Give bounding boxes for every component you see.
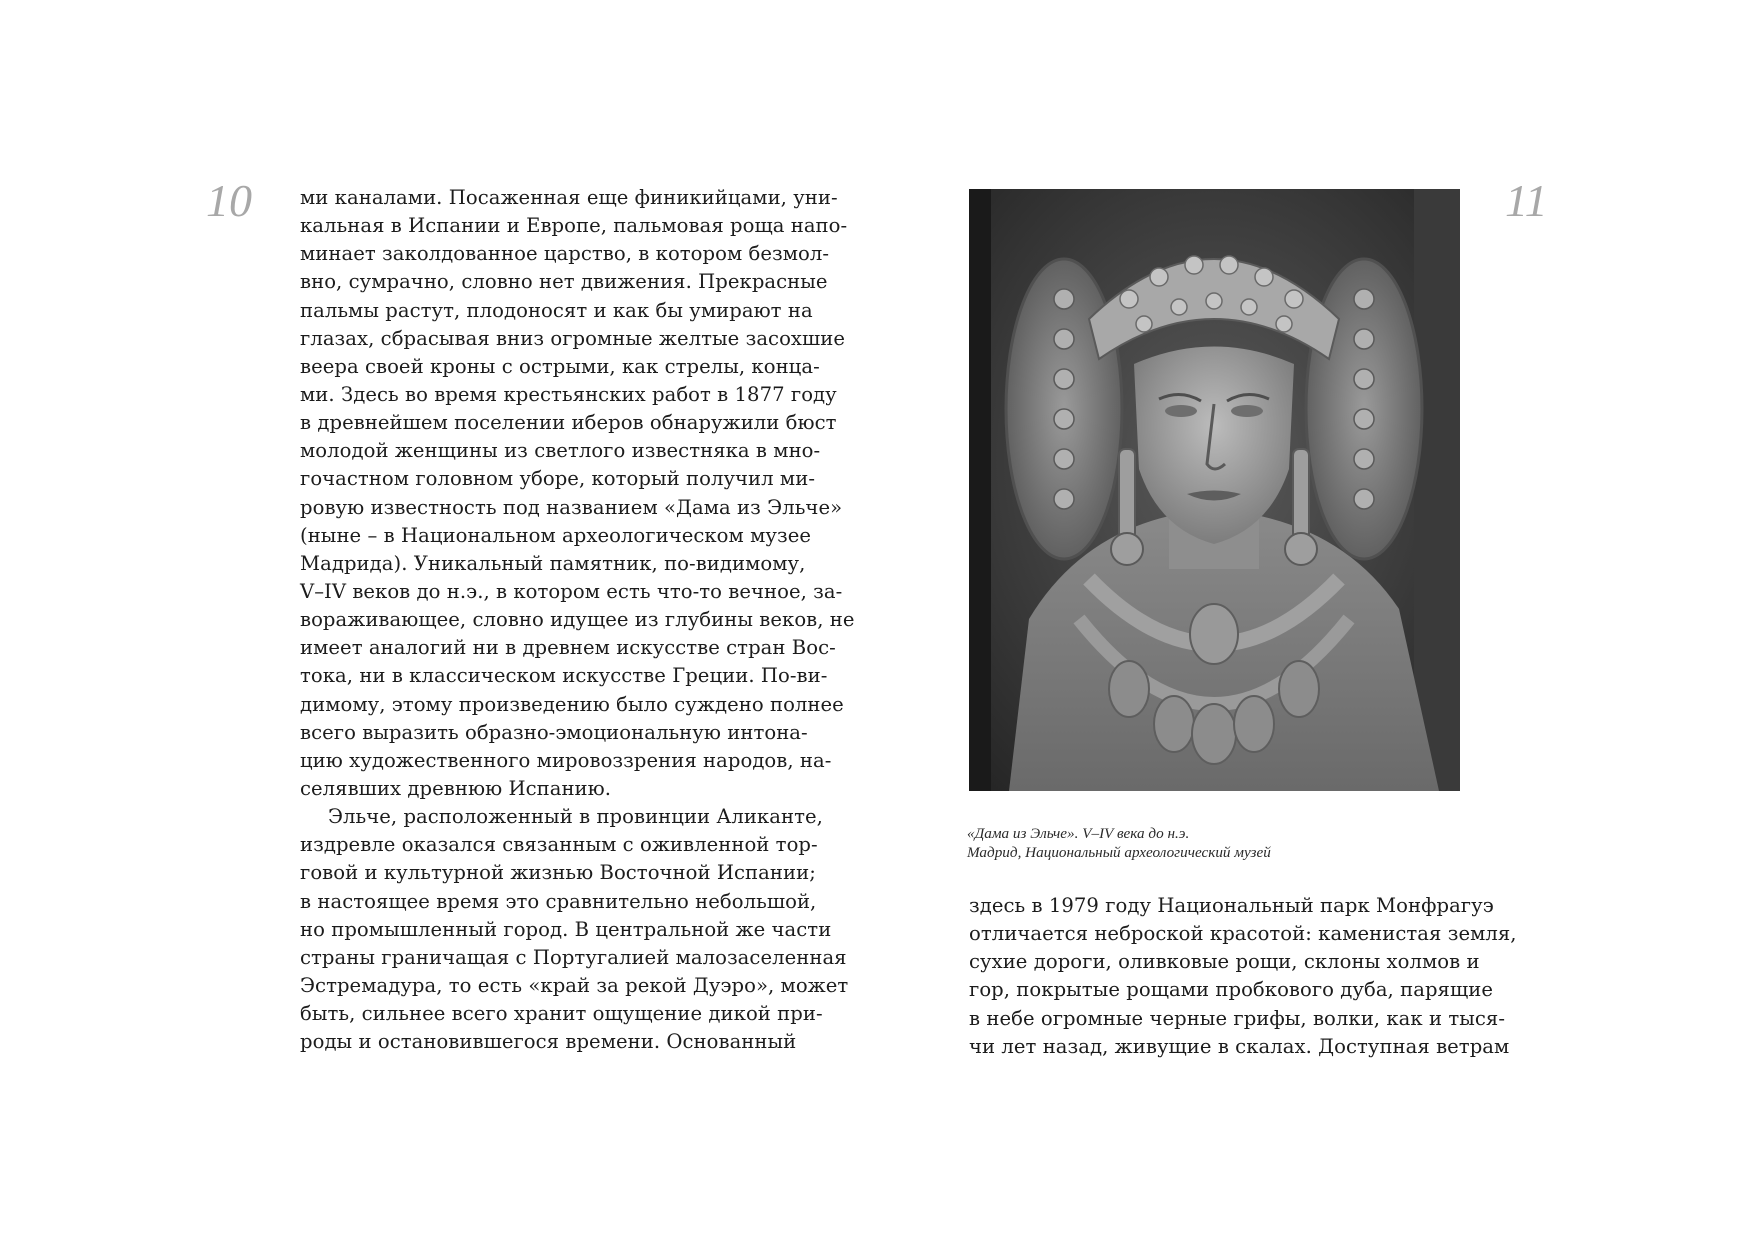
paragraph-2 — [300, 803, 849, 1056]
text-line: (ныне – в Национальном археологическом музее — [300, 523, 811, 547]
text-line: вораживающее, словно идущее из глубины веков, не — [300, 608, 855, 632]
bust-photo — [969, 189, 1460, 791]
page-number-right: 11 — [1505, 175, 1548, 226]
text-line: кальная в Испании и Европе, пальмовая роща напо- — [300, 214, 848, 238]
text-line: V–IV веков до н.э., в котором есть что-то вечное, за- — [300, 579, 843, 603]
bust-photo-icon — [969, 189, 1460, 791]
text-line: тока, ни в классическом искусстве Греции. По-ви- — [300, 664, 828, 688]
paragraph-1 — [300, 184, 855, 803]
text-line: ми. Здесь во время крестьянских работ в 1877 году — [300, 382, 837, 406]
text-line: ми каналами. Посаженная еще финикийцами, уни- — [300, 186, 838, 209]
left-column-text — [300, 184, 855, 1056]
text-line: чи лет назад, живущие в скалах. Доступная ветрам — [969, 1034, 1510, 1058]
text-line: ровую известность под названием «Дама из Эльче» — [300, 495, 843, 519]
caption-line-2: Мадрид, Национальный археологический музей — [967, 843, 1271, 861]
text-line: веера своей кроны с острыми, как стрелы, конца- — [300, 354, 820, 378]
text-line: минает заколдованное царство, в котором безмол- — [300, 242, 830, 266]
right-column-text — [969, 892, 1517, 1061]
text-line: вно, сумрачно, словно нет движения. Прекрасные — [300, 270, 828, 294]
text-line: роды и остановившегося времени. Основанный — [300, 1030, 797, 1054]
text-line: имеет аналогий ни в древнем искусстве стран Вос- — [300, 636, 836, 660]
text-line: в небе огромные черные грифы, волки, как и тыся- — [969, 1006, 1505, 1030]
text-line: всего выразить образно-эмоциональную интона- — [300, 720, 808, 744]
text-line: здесь в 1979 году Национальный парк Монфрагуэ — [969, 894, 1494, 917]
text-line: цию художественного мировоззрения народов, на- — [300, 748, 832, 772]
text-line: сухие дороги, оливковые рощи, склоны холмов и — [969, 950, 1480, 974]
photo-caption — [967, 825, 1487, 862]
text-line: Мадрида). Уникальный памятник, по-видимому, — [300, 551, 806, 575]
text-line: молодой женщины из светлого известняка в мно- — [300, 439, 821, 463]
text-line: в древнейшем поселении иберов обнаружили бюст — [300, 411, 837, 435]
text-line: быть, сильнее всего хранит ощущение дикой при- — [300, 1002, 823, 1026]
text-line: селявших древнюю Испанию. — [300, 776, 612, 800]
text-line: гор, покрытые рощами пробкового дуба, парящие — [969, 978, 1493, 1002]
text-line: страны граничащая с Португалией малозаселенная — [300, 945, 847, 969]
text-line: Эльче, расположенный в провинции Аликанте, — [328, 805, 823, 829]
page-number-left: 10 — [206, 175, 252, 226]
caption-line-1: «Дама из Эльче». V–IV века до н.э. — [967, 825, 1190, 842]
text-line: Эстремадура, то есть «край за рекой Дуэро», может — [300, 973, 849, 997]
text-line: издревле оказался связанным с оживленной тор- — [300, 833, 818, 857]
text-line: пальмы растут, плодоносят и как бы умирают на — [300, 298, 813, 322]
text-line: гочастном головном уборе, который получил ми- — [300, 467, 816, 491]
text-line: димому, этому произведению было суждено полнее — [300, 692, 844, 716]
text-line: глазах, сбрасывая вниз огромные желтые засохшие — [300, 326, 846, 350]
text-line: но промышленный город. В центральной же части — [300, 917, 832, 941]
text-line: в настоящее время это сравнительно небольшой, — [300, 889, 817, 913]
text-line: отличается неброской красотой: каменистая земля, — [969, 922, 1517, 946]
text-line: говой и культурной жизнью Восточной Испании; — [300, 861, 816, 885]
